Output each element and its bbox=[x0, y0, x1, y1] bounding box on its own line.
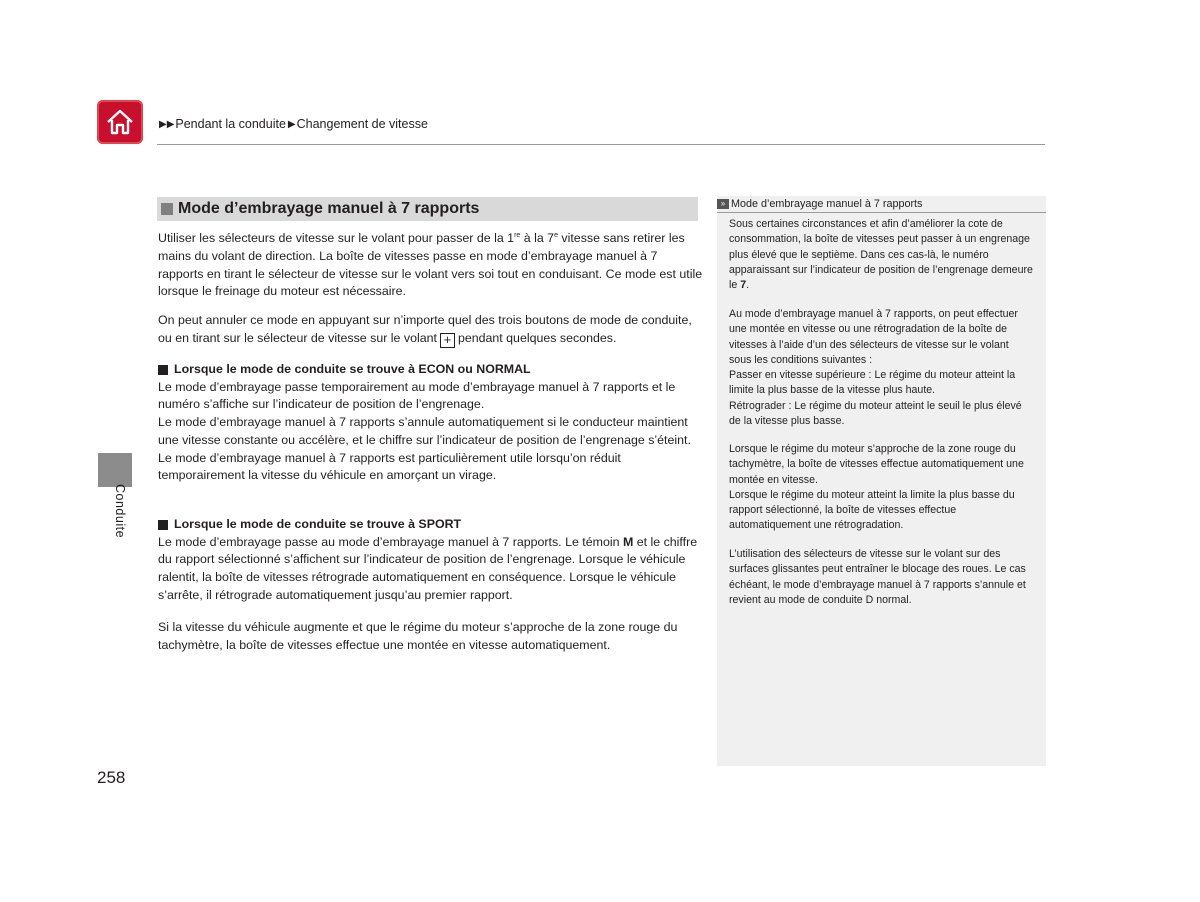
breadcrumb-arrow-icon: ▶▶ bbox=[159, 118, 175, 130]
subsection-heading-sport: Lorsque le mode de conduite se trouve à SPORT bbox=[158, 516, 703, 534]
plus-shift-icon: + bbox=[440, 333, 455, 348]
sidebar-heading: » Mode d’embrayage manuel à 7 rapports bbox=[717, 196, 1046, 213]
section-title: Mode d’embrayage manuel à 7 rapports bbox=[178, 200, 480, 217]
sport-section bbox=[158, 516, 703, 605]
home-icon bbox=[105, 108, 135, 136]
reference-icon: » bbox=[717, 199, 729, 209]
cancel-paragraph: On peut annuler ce mode en appuyant sur n’importe quel des trois boutons de mode de conduite, ou en tirant sur le sélecteur de vitesse sur le volant + pendant quelques secondes. bbox=[158, 313, 692, 347]
intro-paragraph: Utiliser les sélecteurs de vitesse sur le volant pour passer de la 1re à la 7e vitesse sans retirer les mains du volant de direction. La boîte de vitesses passe en mode d’embrayage manuel à 7 rapports en tirant le sélecteur de vitesse sur le volant vers soi tout en conduisant. Ce mode est utile lorsque le freinage du moteur est nécessaire. bbox=[158, 231, 703, 299]
header-divider bbox=[157, 144, 1045, 145]
econ-paragraph-2: Le mode d’embrayage manuel à 7 rapports s’annule automatiquement si le conducteur maintient une vitesse constante ou accélère, et le chiffre sur l’indicateur de position de l’engrenage s’éteint. bbox=[158, 415, 691, 447]
sport-paragraph: Le mode d’embrayage passe au mode d’embrayage manuel à 7 rapports. Le témoin M et le chiffre du rapport sélectionné s’affichent sur l’indicateur de position de l’engrenage. Lorsque le véhicule ralentit, la boîte de vitesses rétrograde automatiquement en conséquence. Lorsque le véhicule s’arrête, il rétrograde automatiquement jusqu’au premier rapport. bbox=[158, 534, 698, 602]
black-square-icon bbox=[158, 365, 168, 375]
page-number: 258 bbox=[97, 768, 126, 787]
section-square-icon bbox=[161, 203, 173, 215]
sidebar-note-1: Sous certaines circonstances et afin d’améliorer la cote de consommation, la boîte de vitesses peut passer à un engrenage plus élevé que le septième. Dans ces cas-là, le numéro apparaissant sur l’indicateur de position de l’engrenage demeure le 7. bbox=[729, 218, 1033, 292]
breadcrumb-arrow-icon: ▶ bbox=[287, 118, 296, 130]
breadcrumb-link-driving[interactable]: Pendant la conduite bbox=[175, 117, 286, 131]
side-tab-label: Conduite bbox=[113, 484, 127, 539]
sidebar-note-4: L’utilisation des sélecteurs de vitesse sur le volant sur des surfaces glissantes peut entraîner le blocage des roues. Le cas échéant, le mode d’embrayage manuel à 7 rapports s’annule et revient au mode de conduite D normal. bbox=[729, 548, 1026, 606]
upshift-paragraph: Si la vitesse du véhicule augmente et que le régime du moteur s’approche de la zone rouge du tachymètre, la boîte de vitesses effectue une montée en vitesse automatiquement. bbox=[158, 620, 678, 652]
black-square-icon bbox=[158, 520, 168, 530]
econ-paragraph-3: Le mode d’embrayage manuel à 7 rapports est particulièrement utile lorsqu’on réduit temporairement la vitesse du véhicule en amorçant un virage. bbox=[158, 450, 621, 483]
side-tab-marker[interactable] bbox=[98, 453, 132, 487]
breadcrumb-link-gear-shifting[interactable]: Changement de vitesse bbox=[296, 117, 428, 131]
subsection-heading-econ-normal: Lorsque le mode de conduite se trouve à ECON ou NORMAL bbox=[158, 361, 703, 379]
sidebar-note-2: Au mode d’embrayage manuel à 7 rapports, on peut effectuer une montée en vitesse ou une rétrogradation de la boîte de vitesses à l’aide d’un des sélecteurs de vitesse sur le volant sous les conditions suivantes : Passer en vitesse supérieure : Le régime du moteur atteint la limite la plus basse de la vitesse plus haute. Rétrograder : Le régime du moteur atteint le seuil le plus élevé de la vitesse plus basse. bbox=[729, 308, 1022, 428]
econ-normal-section bbox=[158, 361, 703, 485]
sidebar-note-3: Lorsque le régime du moteur s’approche de la zone rouge du tachymètre, la boîte de vitesses effectue automatiquement une montée en vitesse. Lorsque le régime du moteur atteint la limite la plus basse du rapport sélectionné, la boîte de vitesses effectue automatiquement une rétrogradation. bbox=[729, 443, 1024, 532]
home-button[interactable] bbox=[97, 100, 143, 144]
breadcrumb bbox=[159, 117, 428, 131]
m-indicator: M bbox=[622, 534, 634, 549]
section-title-bar bbox=[157, 197, 698, 221]
econ-paragraph-1: Le mode d’embrayage passe temporairement au mode d’embrayage manuel à 7 rapports et le numéro s’affiche sur l’indicateur de position de l’engrenage. bbox=[158, 379, 676, 412]
